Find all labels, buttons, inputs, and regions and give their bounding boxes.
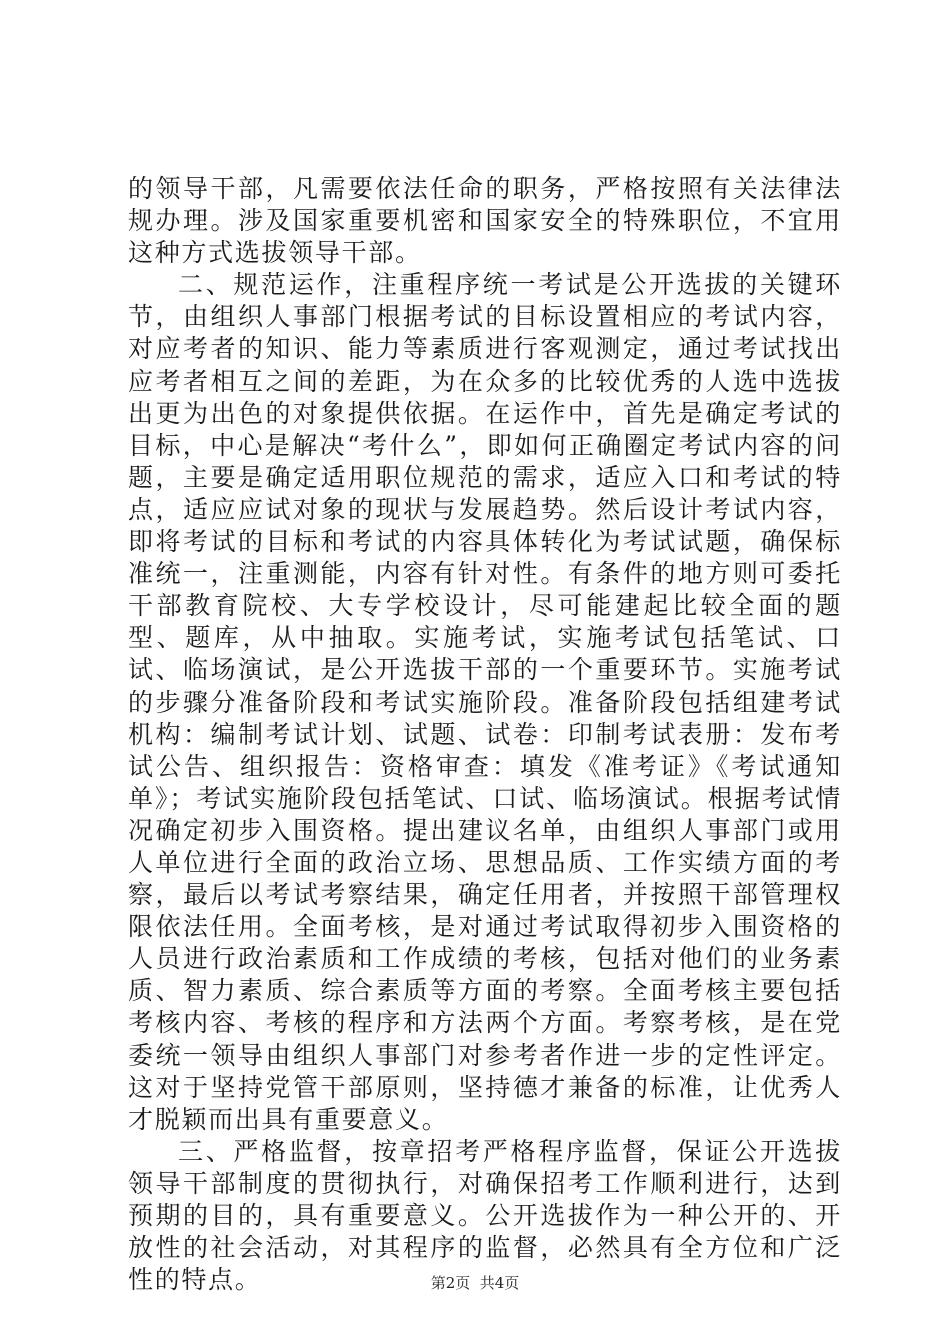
page-number-footer: 第2页 共4页	[430, 1274, 520, 1292]
paragraph-continuation: 的领导干部，凡需要依法任命的职务，严格按照有关法律法规办理。涉及国家重要机密和国家安全的特殊职位，不宜用这种方式选拔领导干部。	[128, 174, 842, 268]
paragraph-section-three: 三、严格监督，按章招考严格程序监督，保证公开选拔领导干部制度的贯彻执行，对确保招考工作顺利进行，达到预期的目的，具有重要意义。公开选拔作为一种公开的、开放性的社会活动，对其程序的监督，必然具有全方位和广泛性的特点。	[128, 1136, 842, 1295]
paragraph-section-two: 二、规范运作，注重程序统一考试是公开选拔的关键环节，由组织人事部门根据考试的目标设置相应的考试内容，对应考者的知识、能力等素质进行客观测定，通过考试找出应考者相互之间的差距，为在众多的比较优秀的人选中选拔出更为出色的对象提供依据。在运作中，首先是确定考试的目标，中心是解决“考什么”，即如何正确圈定考试内容的问题，主要是确定适用职位规范的需求，适应入口和考试的特点，适应应试对象的现状与发展趋势。然后设计考试内容，即将考试的目标和考试的内容具体转化为考试试题，确保标准统一，注重测能，内容有针对性。有条件的地方则可委托干部教育院校、大专学校设计，尽可能建起比较全面的题型、题库，从中抽取。实施考试，实施考试包括笔试、口试、临场演试，是公开选拔干部的一个重要环节。实施考试的步骤分准备阶段和考试实施阶段。准备阶段包括组建考试机构：编制考试计划、试题、试卷：印制考试表册：发布考试公告、组织报告：资格审查：填发《准考证》《考试通知单》；考试实施阶段包括笔试、口试、临场演试。根据考试情况确定初步入围资格。提出建议名单，由组织人事部门或用人单位进行全面的政治立场、思想品质、工作实绩方面的考察，最后以考试考察结果，确定任用者，并按照干部管理权限依法任用。全面考核，是对通过考试取得初步入围资格的人员进行政治素质和工作成绩的考核，包括对他们的业务素质、智力素质、综合素质等方面的考察。全面考核主要包括考核内容、考核的程序和方法两个方面。考察考核，是在党委统一领导由组织人事部门对参考者作进一步的定性评定。这对于坚持党管干部原则，坚持德才兼备的标准，让优秀人才脱颖而出具有重要意义。	[128, 270, 842, 1134]
document-body	[128, 173, 842, 1296]
